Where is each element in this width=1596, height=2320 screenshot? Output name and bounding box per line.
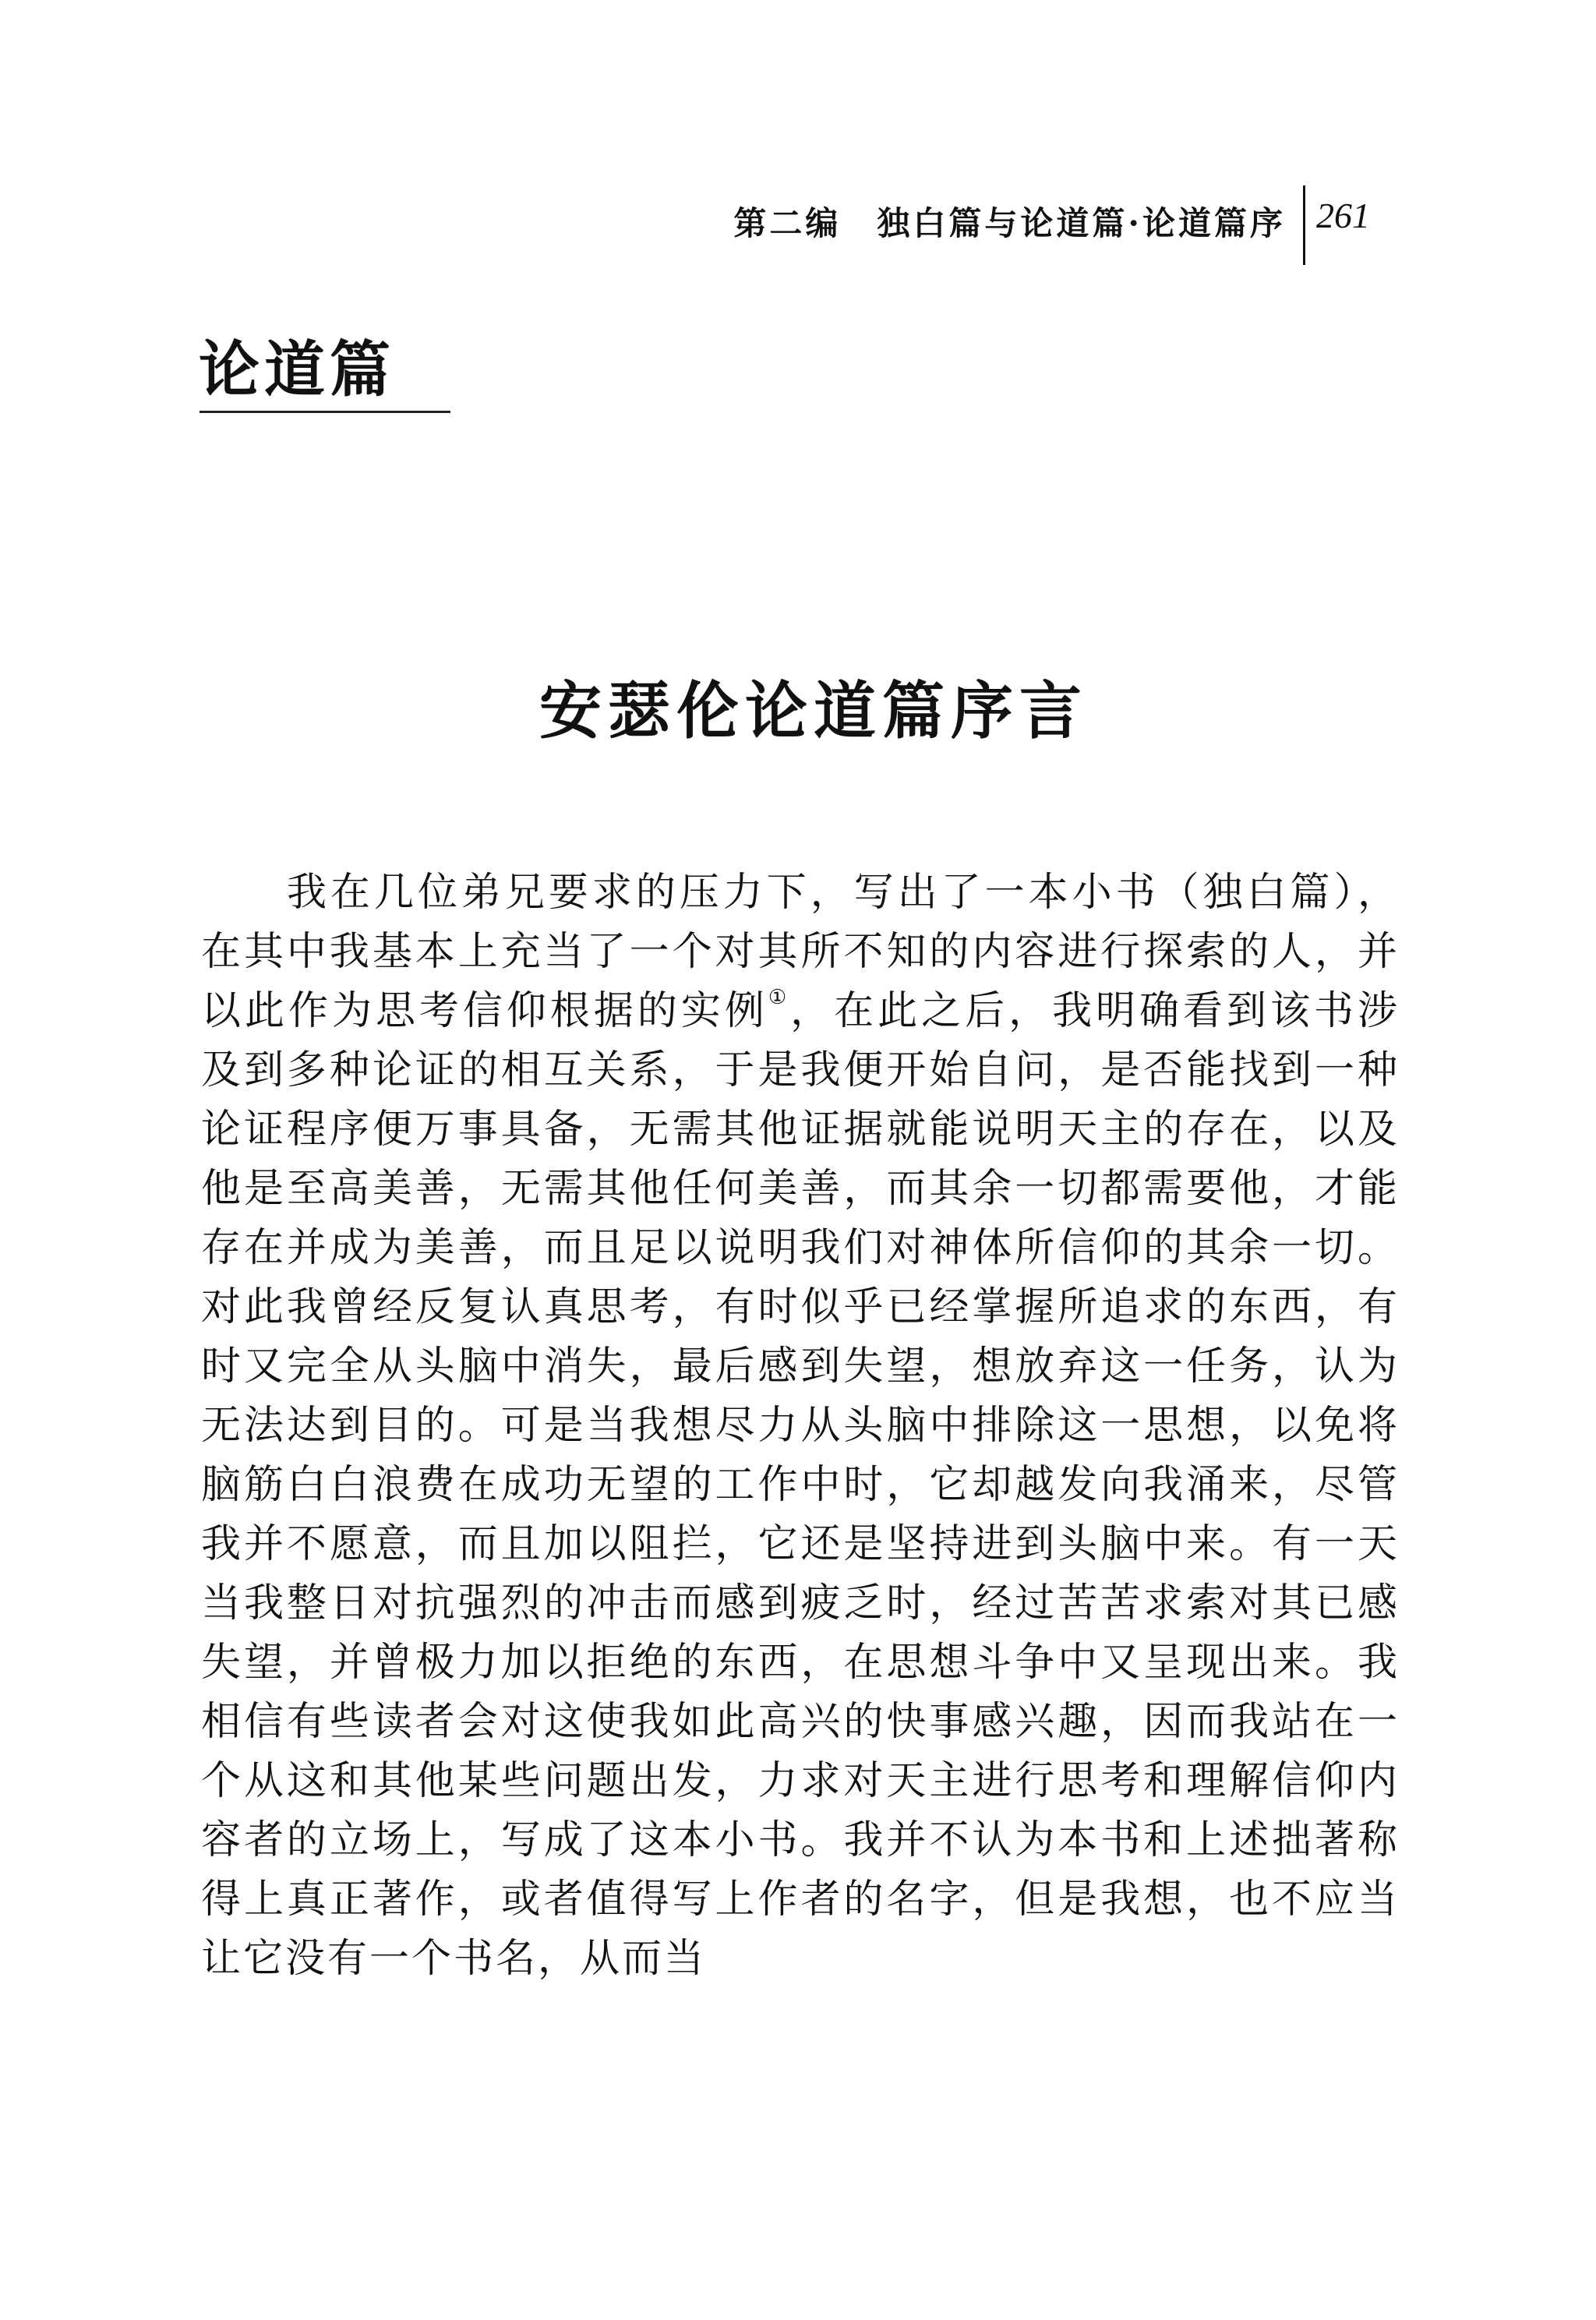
body-text-part-2: ，在此之后，我明确看到该书涉及到多种论证的相互关系，于是我便开始自问，是否能找到一种论证程序便万事具备，无需其他证据就能说明天主的存在，以及他是至高美善，无需其他任何美善，而其余一切都需要他，才能存在并成为美善，而且足以说明我们对神体所信仰的其余一切。对此我曾经反复认真思考，有时似乎已经掌握所追求的东西，有时又完全从头脑中消失，最后感到失望，想放弃这一任务，认为无法达到目的。可是当我想尽力从头脑中排除这一思想，以免将脑筋白白浪费在成功无望的工作中时，它却越发向我涌来，尽管我并不愿意，而且加以阻拦，它还是坚持进到头脑中来。有一天当我整日对抗强烈的冲击而感到疲乏时，经过苦苦求索对其已感失望，并曾极力加以拒绝的东西，在思想斗争中又呈现出来。我相信有些读者会对这使我如此高兴的快事感兴趣，因而我站在一个从这和其他某些问题出发，力求对天主进行思考和理解信仰内容者的立场上，写成了这本小书。我并不认为本书和上述拙著称得上真正著作，或者值得写上作者的名字，但是我想，也不应当让它没有一个书名，从而当 [201, 988, 1400, 1982]
body-text-part-1: 我在几位弟兄要求的压力下，写出了一本小书（独白篇），在其中我基本上充当了一个对其所不知的内容进行探索的人，并以此作为思考信仰根据的实例 [201, 870, 1400, 1034]
running-head-divider [1303, 185, 1305, 265]
running-head [733, 185, 1370, 265]
body-paragraph [201, 863, 1400, 1989]
running-head-title: 第二编 独白篇与论道篇·论道篇序 [733, 204, 1286, 242]
part-title-underline [200, 411, 450, 413]
footnote-mark[interactable]: ① [768, 986, 791, 1009]
chapter-title: 安瑟伦论道篇序言 [539, 674, 1088, 747]
page-number: 261 [1316, 196, 1370, 235]
part-title: 论道篇 [199, 335, 396, 405]
